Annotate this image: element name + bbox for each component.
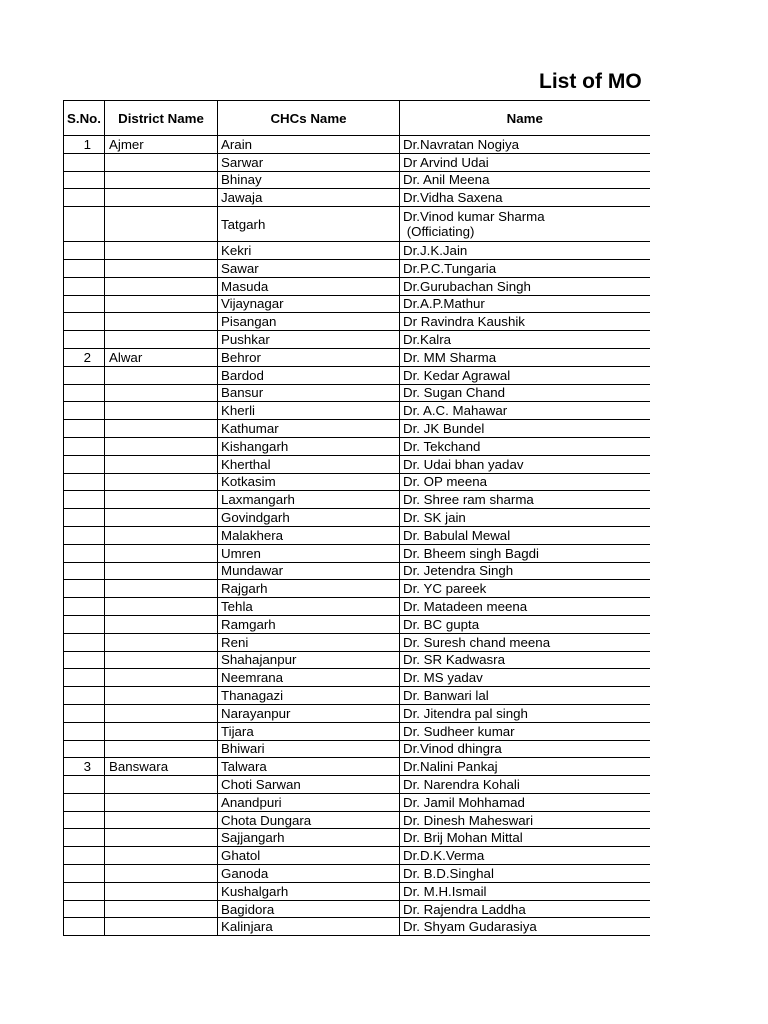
- cell-chc: Bhiwari: [218, 740, 400, 758]
- cell-district: [105, 171, 218, 189]
- cell-district: [105, 295, 218, 313]
- cell-name: Dr. MS yadav: [400, 669, 650, 687]
- table-row: [64, 615, 650, 633]
- cell-chc: Tatgarh: [218, 207, 400, 242]
- cell-sno: [64, 313, 105, 331]
- table-row: [64, 562, 650, 580]
- table-row: [64, 847, 650, 865]
- cell-name: Dr. Shree ram sharma: [400, 491, 650, 509]
- cell-chc: Kathumar: [218, 420, 400, 438]
- table-row: [64, 295, 650, 313]
- cell-name: Dr. Udai bhan yadav: [400, 455, 650, 473]
- cell-chc: Sarwar: [218, 153, 400, 171]
- cell-name: Dr. M.H.Ismail: [400, 882, 650, 900]
- cell-district: [105, 633, 218, 651]
- cell-district: [105, 189, 218, 207]
- table-row: [64, 918, 650, 936]
- table-row: [64, 153, 650, 171]
- table-row: [64, 669, 650, 687]
- cell-district: [105, 776, 218, 794]
- cell-district: [105, 580, 218, 598]
- cell-sno: [64, 259, 105, 277]
- cell-district: Banswara: [105, 758, 218, 776]
- cell-name: Dr. Kedar Agrawal: [400, 366, 650, 384]
- table-row: [64, 420, 650, 438]
- table-row: [64, 900, 650, 918]
- cell-name: Dr.P.C.Tungaria: [400, 259, 650, 277]
- cell-district: [105, 865, 218, 883]
- table-row: [64, 437, 650, 455]
- cell-district: [105, 491, 218, 509]
- cell-sno: [64, 455, 105, 473]
- table-row: [64, 811, 650, 829]
- cell-chc: Ganoda: [218, 865, 400, 883]
- cell-name: Dr. Rajendra Laddha: [400, 900, 650, 918]
- cell-chc: Sawar: [218, 259, 400, 277]
- cell-sno: [64, 829, 105, 847]
- cell-chc: Kherthal: [218, 455, 400, 473]
- table-row: [64, 277, 650, 295]
- table-row: [64, 189, 650, 207]
- cell-name: Dr. B.D.Singhal: [400, 865, 650, 883]
- table-row: [64, 793, 650, 811]
- cell-sno: [64, 526, 105, 544]
- table-row: [64, 722, 650, 740]
- title-clip: [0, 60, 649, 100]
- table-row: [64, 598, 650, 616]
- cell-chc: Choti Sarwan: [218, 776, 400, 794]
- table-body: [64, 136, 650, 936]
- table-row: [64, 455, 650, 473]
- cell-sno: [64, 171, 105, 189]
- cell-name-line2: (Officiating): [403, 224, 475, 240]
- cell-chc: Narayanpur: [218, 704, 400, 722]
- cell-chc: Tijara: [218, 722, 400, 740]
- cell-name: Dr.Kalra: [400, 331, 650, 349]
- cell-district: [105, 651, 218, 669]
- table-row: [64, 526, 650, 544]
- cell-sno: [64, 420, 105, 438]
- cell-district: [105, 402, 218, 420]
- header-sno: S.No.: [64, 101, 105, 136]
- cell-chc: Ramgarh: [218, 615, 400, 633]
- cell-chc: Ghatol: [218, 847, 400, 865]
- cell-name: Dr. Jetendra Singh: [400, 562, 650, 580]
- cell-sno: [64, 402, 105, 420]
- cell-sno: [64, 331, 105, 349]
- cell-name-line1: Dr.Vinod kumar Sharma: [403, 209, 545, 225]
- cell-district: Alwar: [105, 348, 218, 366]
- table-row: [64, 348, 650, 366]
- table-row: [64, 704, 650, 722]
- mo-list-table: [63, 100, 650, 936]
- cell-name: [400, 207, 650, 242]
- cell-sno: [64, 704, 105, 722]
- table-row: [64, 207, 650, 242]
- cell-district: [105, 153, 218, 171]
- cell-chc: Kotkasim: [218, 473, 400, 491]
- cell-name: Dr. A.C. Mahawar: [400, 402, 650, 420]
- cell-chc: Kushalgarh: [218, 882, 400, 900]
- cell-chc: Pisangan: [218, 313, 400, 331]
- table-row: [64, 509, 650, 527]
- cell-chc: Reni: [218, 633, 400, 651]
- cell-chc: Kherli: [218, 402, 400, 420]
- cell-name: Dr. SR Kadwasra: [400, 651, 650, 669]
- cell-sno: [64, 882, 105, 900]
- table-row: [64, 313, 650, 331]
- cell-name: Dr. Matadeen meena: [400, 598, 650, 616]
- cell-sno: [64, 437, 105, 455]
- cell-district: [105, 526, 218, 544]
- cell-chc: Arain: [218, 136, 400, 154]
- cell-chc: Jawaja: [218, 189, 400, 207]
- cell-name: Dr. OP meena: [400, 473, 650, 491]
- cell-chc: Rajgarh: [218, 580, 400, 598]
- table-row: [64, 259, 650, 277]
- table-row: [64, 758, 650, 776]
- cell-sno: [64, 473, 105, 491]
- cell-name: Dr. MM Sharma: [400, 348, 650, 366]
- cell-chc: Kekri: [218, 242, 400, 260]
- cell-district: [105, 598, 218, 616]
- cell-chc: Govindgarh: [218, 509, 400, 527]
- cell-chc: Bardod: [218, 366, 400, 384]
- cell-district: [105, 509, 218, 527]
- cell-chc: Bhinay: [218, 171, 400, 189]
- cell-name: Dr.D.K.Verma: [400, 847, 650, 865]
- cell-district: [105, 242, 218, 260]
- cell-chc: Thanagazi: [218, 687, 400, 705]
- cell-name: Dr. Tekchand: [400, 437, 650, 455]
- cell-name: Dr. Anil Meena: [400, 171, 650, 189]
- cell-name: Dr.Gurubachan Singh: [400, 277, 650, 295]
- table-row: [64, 402, 650, 420]
- cell-sno: [64, 740, 105, 758]
- table-row: [64, 651, 650, 669]
- cell-chc: Umren: [218, 544, 400, 562]
- cell-chc: Shahajanpur: [218, 651, 400, 669]
- cell-district: [105, 331, 218, 349]
- cell-sno: [64, 544, 105, 562]
- cell-sno: [64, 384, 105, 402]
- table-row: [64, 776, 650, 794]
- cell-sno: [64, 651, 105, 669]
- cell-sno: [64, 295, 105, 313]
- cell-district: [105, 207, 218, 242]
- cell-chc: Vijaynagar: [218, 295, 400, 313]
- cell-sno: [64, 509, 105, 527]
- cell-sno: [64, 580, 105, 598]
- cell-district: [105, 473, 218, 491]
- cell-district: [105, 313, 218, 331]
- table-row: [64, 171, 650, 189]
- cell-chc: Talwara: [218, 758, 400, 776]
- cell-name: Dr. SK jain: [400, 509, 650, 527]
- cell-chc: Chota Dungara: [218, 811, 400, 829]
- cell-name: Dr Arvind Udai: [400, 153, 650, 171]
- table-row: [64, 331, 650, 349]
- cell-name: Dr. Brij Mohan Mittal: [400, 829, 650, 847]
- cell-sno: [64, 366, 105, 384]
- cell-district: [105, 829, 218, 847]
- cell-name: Dr. Dinesh Maheswari: [400, 811, 650, 829]
- cell-sno: [64, 687, 105, 705]
- table-row: [64, 136, 650, 154]
- cell-sno: [64, 207, 105, 242]
- cell-name: Dr. Jitendra pal singh: [400, 704, 650, 722]
- table-row: [64, 865, 650, 883]
- cell-name: Dr.Nalini Pankaj: [400, 758, 650, 776]
- cell-sno: [64, 722, 105, 740]
- cell-district: [105, 900, 218, 918]
- table-row: [64, 687, 650, 705]
- header-district: District Name: [105, 101, 218, 136]
- cell-sno: 1: [64, 136, 105, 154]
- cell-chc: Pushkar: [218, 331, 400, 349]
- cell-sno: [64, 562, 105, 580]
- cell-name: Dr. Narendra Kohali: [400, 776, 650, 794]
- cell-district: [105, 687, 218, 705]
- cell-district: [105, 277, 218, 295]
- cell-chc: Kishangarh: [218, 437, 400, 455]
- table-row: [64, 242, 650, 260]
- cell-district: [105, 562, 218, 580]
- cell-name: Dr. Shyam Gudarasiya: [400, 918, 650, 936]
- cell-district: [105, 704, 218, 722]
- table-row: [64, 580, 650, 598]
- cell-sno: [64, 615, 105, 633]
- cell-chc: Bagidora: [218, 900, 400, 918]
- cell-name: Dr.Vinod dhingra: [400, 740, 650, 758]
- cell-district: [105, 420, 218, 438]
- cell-sno: [64, 153, 105, 171]
- cell-name: Dr. Jamil Mohhamad: [400, 793, 650, 811]
- cell-name: Dr Ravindra Kaushik: [400, 313, 650, 331]
- cell-name: Dr. BC gupta: [400, 615, 650, 633]
- cell-district: [105, 918, 218, 936]
- cell-district: [105, 811, 218, 829]
- cell-district: [105, 740, 218, 758]
- cell-sno: 3: [64, 758, 105, 776]
- cell-sno: [64, 811, 105, 829]
- cell-chc: Mundawar: [218, 562, 400, 580]
- table-row: [64, 384, 650, 402]
- cell-sno: [64, 598, 105, 616]
- cell-district: [105, 793, 218, 811]
- cell-sno: [64, 242, 105, 260]
- cell-chc: Malakhera: [218, 526, 400, 544]
- cell-district: [105, 544, 218, 562]
- cell-sno: [64, 865, 105, 883]
- cell-name: Dr. Bheem singh Bagdi: [400, 544, 650, 562]
- cell-sno: [64, 847, 105, 865]
- cell-chc: Kalinjara: [218, 918, 400, 936]
- cell-sno: [64, 776, 105, 794]
- table-row: [64, 829, 650, 847]
- cell-district: [105, 384, 218, 402]
- cell-name: Dr. YC pareek: [400, 580, 650, 598]
- cell-sno: [64, 491, 105, 509]
- cell-chc: Laxmangarh: [218, 491, 400, 509]
- cell-district: [105, 259, 218, 277]
- cell-chc: Tehla: [218, 598, 400, 616]
- cell-name: Dr.Navratan Nogiya: [400, 136, 650, 154]
- cell-sno: [64, 918, 105, 936]
- cell-name: Dr. Suresh chand meena: [400, 633, 650, 651]
- cell-name: Dr.A.P.Mathur: [400, 295, 650, 313]
- cell-name: Dr. Babulal Mewal: [400, 526, 650, 544]
- cell-district: [105, 455, 218, 473]
- cell-name: Dr. JK Bundel: [400, 420, 650, 438]
- cell-sno: [64, 189, 105, 207]
- cell-district: Ajmer: [105, 136, 218, 154]
- cell-district: [105, 366, 218, 384]
- cell-name: Dr.Vidha Saxena: [400, 189, 650, 207]
- table-row: [64, 366, 650, 384]
- cell-name: Dr. Banwari lal: [400, 687, 650, 705]
- header-name: Name: [400, 101, 650, 136]
- table-row: [64, 740, 650, 758]
- cell-sno: 2: [64, 348, 105, 366]
- cell-sno: [64, 793, 105, 811]
- cell-sno: [64, 900, 105, 918]
- cell-district: [105, 882, 218, 900]
- cell-chc: Neemrana: [218, 669, 400, 687]
- table-row: [64, 633, 650, 651]
- cell-sno: [64, 669, 105, 687]
- table-row: [64, 544, 650, 562]
- table-row: [64, 491, 650, 509]
- cell-name: Dr. Sudheer kumar: [400, 722, 650, 740]
- cell-sno: [64, 633, 105, 651]
- table-row: [64, 882, 650, 900]
- cell-district: [105, 669, 218, 687]
- cell-chc: Behror: [218, 348, 400, 366]
- cell-chc: Masuda: [218, 277, 400, 295]
- header-chc: CHCs Name: [218, 101, 400, 136]
- cell-chc: Sajjangarh: [218, 829, 400, 847]
- table-row: [64, 473, 650, 491]
- cell-chc: Anandpuri: [218, 793, 400, 811]
- cell-chc: Bansur: [218, 384, 400, 402]
- cell-district: [105, 615, 218, 633]
- cell-district: [105, 847, 218, 865]
- cell-name: Dr.J.K.Jain: [400, 242, 650, 260]
- cell-name: Dr. Sugan Chand: [400, 384, 650, 402]
- cell-district: [105, 722, 218, 740]
- cell-sno: [64, 277, 105, 295]
- page-title: List of MO: [539, 70, 642, 93]
- cell-district: [105, 437, 218, 455]
- header-row: [64, 101, 650, 136]
